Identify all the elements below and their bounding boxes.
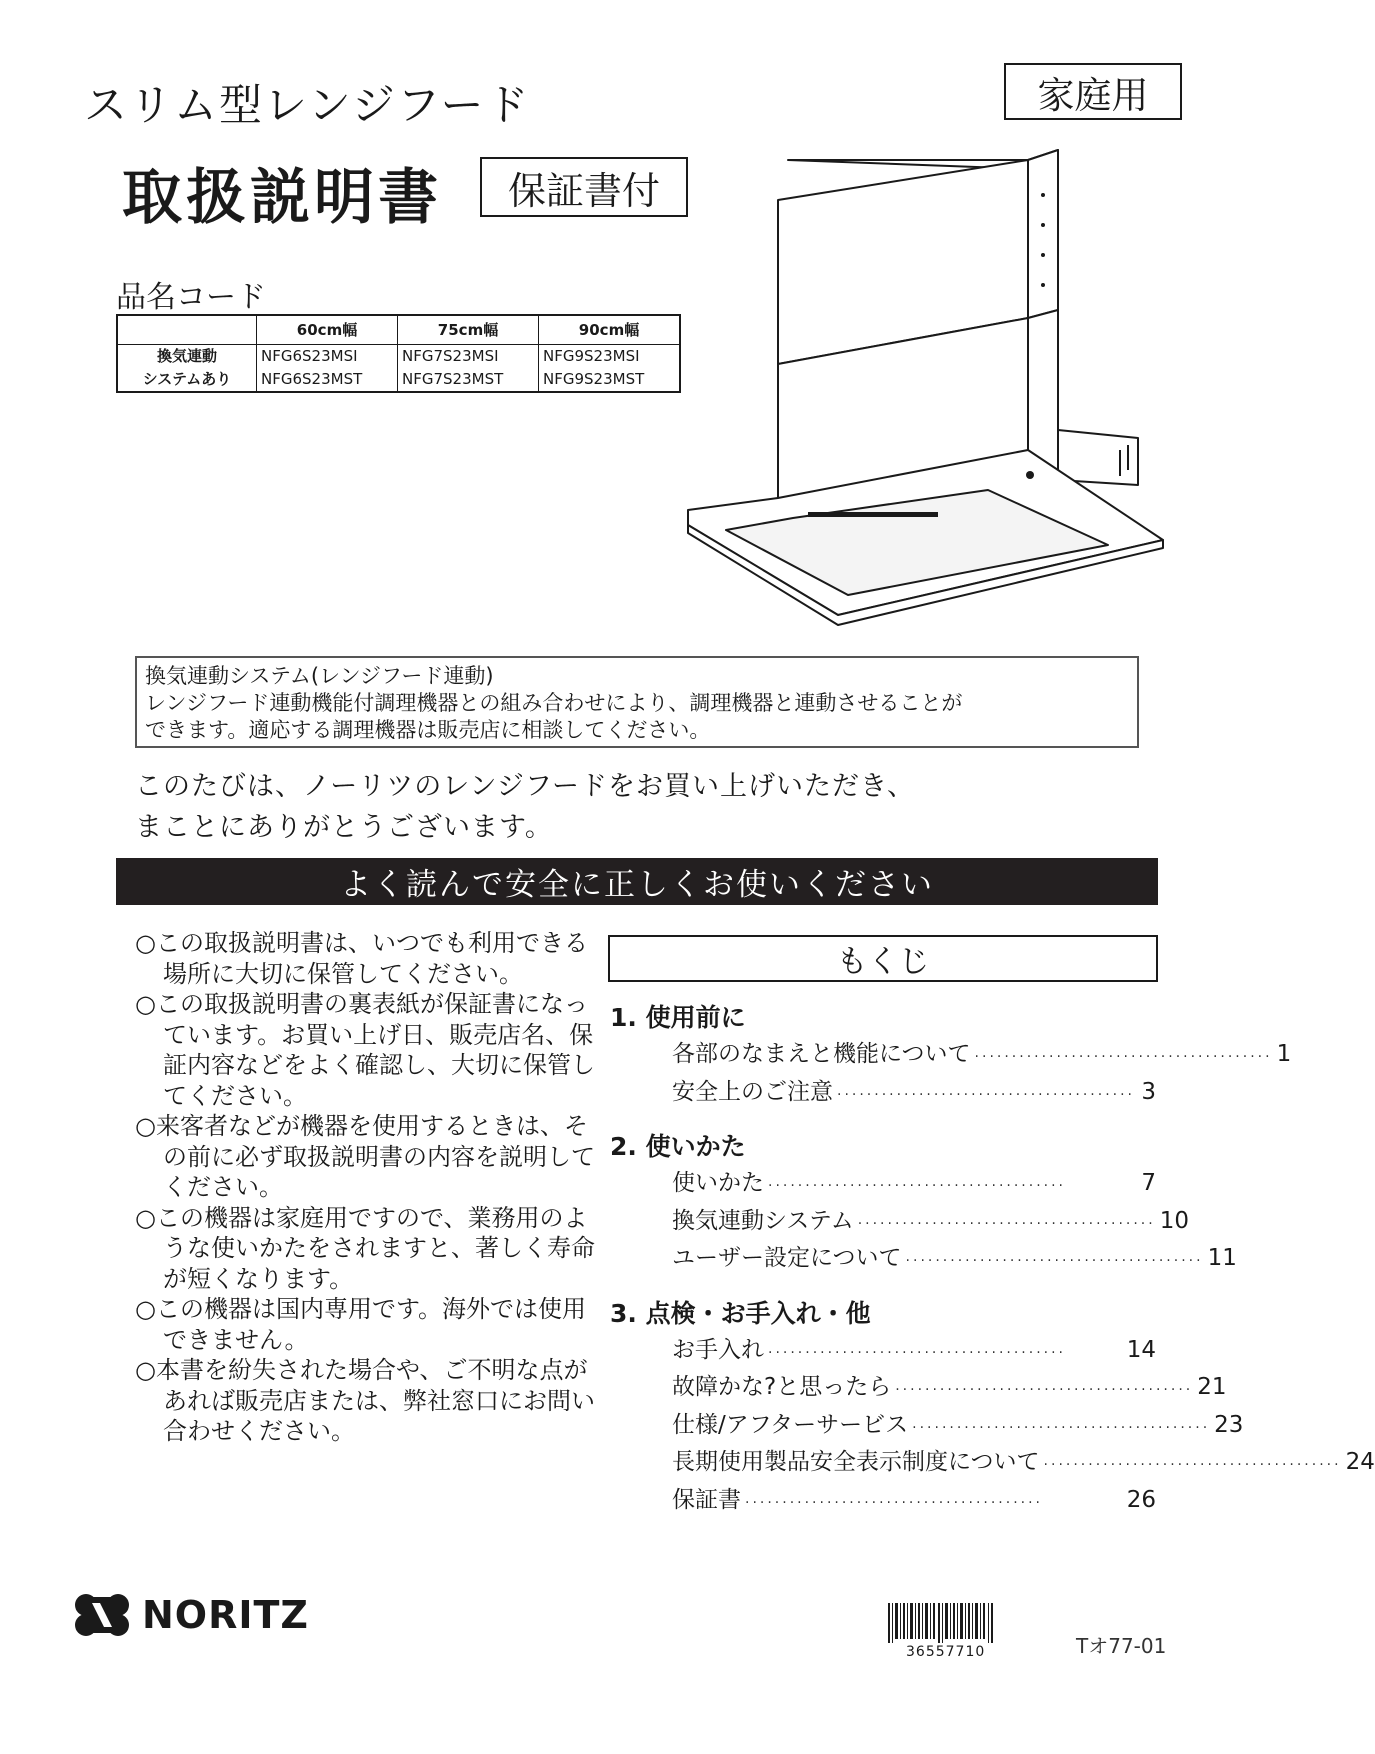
toc-entry[interactable] <box>610 1240 1237 1278</box>
toc-entry-page: 24 <box>1345 1449 1375 1475</box>
warranty-badge: 保証書付 <box>480 157 688 217</box>
note-item: ○この取扱説明書の裏表紙が保証書になっています。お買い上げ日、販売店名、保証内容などをよく確認し、大切に保管してください。 <box>135 990 595 1110</box>
product-code-label: 品名コード <box>116 280 266 315</box>
toc-entry-label: 安全上のご注意 <box>672 1078 833 1105</box>
manual-title: 取扱説明書 <box>122 163 442 233</box>
column-header-75cm: 75cm幅 <box>398 315 539 345</box>
toc-entry-label: 保証書 <box>672 1486 741 1513</box>
toc-entry-page: 3 <box>1141 1078 1156 1105</box>
notice-line: レンジフード連動機能付調理機器との組み合わせにより、調理機器と連動させることが <box>145 691 963 715</box>
household-use-badge: 家庭用 <box>1004 63 1182 120</box>
toc-entry-label: お手入れ <box>672 1336 764 1363</box>
toc-entry-label: 使いかた <box>672 1170 764 1196</box>
toc-entry-label: 換気連動システム <box>672 1207 854 1234</box>
greeting-line: まことにありがとうございます。 <box>135 812 553 843</box>
note-item: ○来客者などが機器を使用するときは、その前に必ず取扱説明書の内容を説明してください。 <box>135 1112 595 1201</box>
code-cell-75cm <box>398 345 539 393</box>
column-header-90cm: 90cm幅 <box>539 315 681 345</box>
toc-entry[interactable] <box>610 1369 1227 1407</box>
code-cell-60cm <box>257 345 398 393</box>
leader-dots: ········································ <box>974 1049 1273 1065</box>
document-code: Tオ77-01 <box>1076 1634 1167 1658</box>
product-code: NFG7S23MST <box>402 370 504 388</box>
toc-entry-page: 10 <box>1159 1207 1189 1234</box>
leader-dots: ········································ <box>837 1086 1136 1103</box>
toc-entry-label: 仕様/アフターサービス <box>672 1411 909 1438</box>
toc-entry[interactable] <box>610 1407 1244 1445</box>
toc-heading: もくじ <box>608 935 1158 982</box>
product-code: NFG9S23MST <box>543 370 645 388</box>
toc-entry[interactable] <box>610 1332 1156 1370</box>
leader-dots: ········································ <box>857 1215 1156 1232</box>
row-header-line: システムあり <box>142 370 232 388</box>
toc-entry-page: 1 <box>1276 1041 1292 1067</box>
barcode-number: 36557710 <box>906 1644 986 1660</box>
toc-entry-label: 各部のなまえと機能について <box>672 1041 971 1067</box>
manual-subtitle: スリム型レンジフード <box>84 81 531 131</box>
leader-dots: ········································ <box>745 1494 1044 1511</box>
toc-entry[interactable] <box>610 1482 1156 1520</box>
toc-entry[interactable] <box>610 1036 1292 1074</box>
note-item: ○この取扱説明書は、いつでも利用できる場所に大切に保管してください。 <box>135 929 588 988</box>
leader-dots: ········································ <box>912 1419 1211 1436</box>
toc-entry-page: 26 <box>1126 1486 1156 1513</box>
toc-entry-page: 23 <box>1214 1411 1244 1438</box>
toc-section-title: 3. 点検・お手入れ・他 <box>610 1298 871 1328</box>
row-header <box>117 345 257 393</box>
noritz-mark-icon <box>70 1593 134 1637</box>
range-hood-illustration <box>688 150 1168 620</box>
row-header-line: 換気連動 <box>156 347 217 365</box>
toc-section-title: 1. 使用前に <box>610 1003 746 1032</box>
toc-entry-label: ユーザー設定について <box>672 1245 902 1271</box>
column-header-60cm: 60cm幅 <box>257 315 398 345</box>
toc-entry-page: 21 <box>1197 1374 1227 1400</box>
product-code: NFG6S23MSI <box>261 347 358 365</box>
product-code-table <box>116 314 681 393</box>
toc-entry-label: 故障かな?と思ったら <box>672 1374 892 1400</box>
toc-entry-page: 14 <box>1126 1336 1156 1363</box>
toc-section-title: 2. 使いかた <box>610 1132 746 1161</box>
noritz-logo <box>70 1593 309 1637</box>
safety-banner: よく読んで安全に正しくお使いください <box>116 858 1158 905</box>
toc-entry-page: 11 <box>1207 1245 1237 1271</box>
brand-name: NORITZ <box>142 1593 309 1637</box>
barcode-icon <box>888 1603 998 1643</box>
usage-notes <box>135 928 595 1447</box>
note-item: ○この機器は家庭用ですので、業務用のような使いかたをされますと、著しく寿命が短くなります。 <box>135 1203 595 1293</box>
leader-dots: ········································ <box>895 1382 1194 1398</box>
table-of-contents <box>610 1000 1375 1519</box>
toc-entry[interactable] <box>610 1165 1156 1203</box>
product-code: NFG7S23MSI <box>402 347 499 365</box>
leader-dots: ········································ <box>1043 1457 1342 1473</box>
note-item: ○本書を紛失された場合や、ご不明な点があれば販売店または、弊社窓口にお問い合わせください。 <box>135 1356 595 1445</box>
greeting-line: このたびは、ノーリツのレンジフードをお買い上げいただき、 <box>135 771 915 802</box>
code-cell-90cm <box>539 345 681 393</box>
toc-entry[interactable] <box>610 1074 1156 1112</box>
toc-entry-page: 7 <box>1141 1170 1156 1196</box>
notice-line: できます。適応する調理機器は販売店に相談してください。 <box>145 718 711 742</box>
greeting-text <box>135 766 915 848</box>
product-code: NFG6S23MST <box>261 370 363 388</box>
note-item: ○この機器は国内専用です。海外では使用できません。 <box>135 1295 587 1354</box>
toc-entry-label: 長期使用製品安全表示制度について <box>672 1449 1040 1475</box>
table-corner <box>117 315 257 345</box>
toc-entry[interactable] <box>610 1444 1375 1482</box>
notice-line: 換気連動システム(レンジフード連動) <box>145 664 494 688</box>
leader-dots: ········································ <box>768 1178 1067 1194</box>
product-code: NFG9S23MSI <box>543 347 640 365</box>
ventilation-link-notice <box>135 656 1139 748</box>
leader-dots: ········································ <box>768 1344 1067 1361</box>
toc-entry[interactable] <box>610 1203 1189 1241</box>
leader-dots: ········································ <box>905 1253 1204 1269</box>
